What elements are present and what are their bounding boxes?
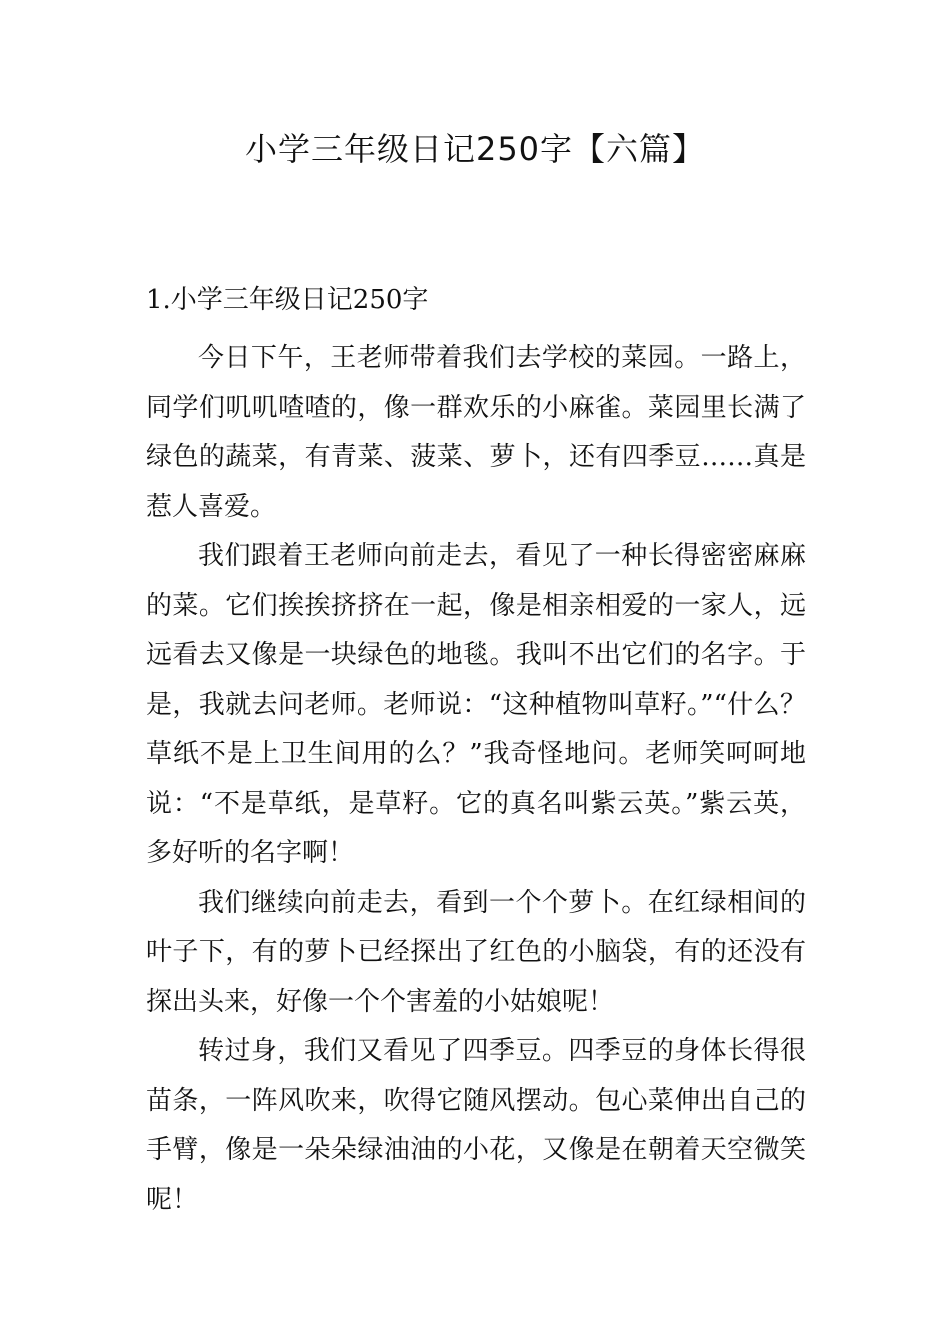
document-body	[146, 280, 806, 1225]
paragraph: 我们继续向前走去，看到一个个萝卜。在红绿相间的叶子下，有的萝卜已经探出了红色的小脑袋，有的还没有探出头来，好像一个个害羞的小姑娘呢！	[146, 887, 806, 1017]
paragraph: 我们跟着王老师向前走去，看见了一种长得密密麻麻的菜。它们挨挨挤挤在一起，像是相亲相爱的一家人，远远看去又像是一块绿色的地毯。我叫不出它们的名字。于是，我就去问老师。老师说：“这种植物叫草籽。”“什么？草纸不是上卫生间用的么？”我奇怪地问。老师笑呵呵地说：“不是草纸，是草籽。它的真名叫紫云英。”紫云英，多好听的名字啊！	[146, 541, 806, 868]
section-heading: 1.小学三年级日记250字	[146, 285, 429, 315]
paragraph: 转过身，我们又看见了四季豆。四季豆的身体长得很苗条，一阵风吹来，吹得它随风摆动。包心菜伸出自己的手臂，像是一朵朵绿油油的小花，又像是在朝着天空微笑呢！	[146, 1036, 806, 1215]
document-title: 小学三年级日记250字【六篇】	[244, 130, 706, 168]
paragraph: 今日下午，王老师带着我们去学校的菜园。一路上，同学们叽叽喳喳的，像一群欢乐的小麻雀。菜园里长满了绿色的蔬菜，有青菜、菠菜、萝卜，还有四季豆……真是惹人喜爱。	[146, 343, 806, 522]
